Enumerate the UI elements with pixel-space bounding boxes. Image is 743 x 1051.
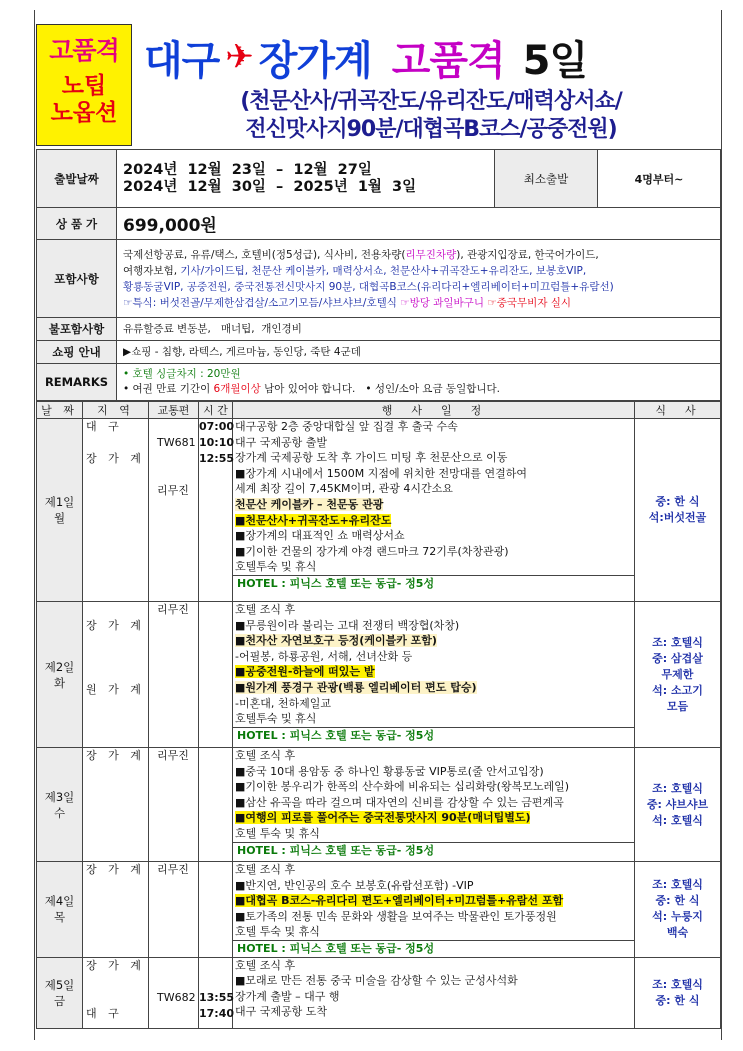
meal-line: 중: 샤브샤브 [646, 797, 709, 811]
region-cell-line [83, 650, 148, 666]
hotel-line: HOTEL : 피닉스 호텔 또는 동급- 정5성 [233, 727, 634, 744]
plan-cell [233, 419, 635, 602]
meal-line: 석:버섯전골 [648, 511, 707, 524]
plan-line: ■기이한 봉우리가 한폭의 산수화에 비유되는 십리화랑(왕복모노레일) [235, 780, 569, 794]
plan-line: ■토가족의 전통 민속 문화와 생활을 보여주는 박물관인 토가풍정원 [235, 909, 557, 923]
region-cell-line [83, 974, 148, 990]
region-cell [83, 748, 149, 862]
region-cell [83, 602, 149, 748]
plan-line: 대구 국제공항 출발 [235, 435, 328, 449]
title-city-from: 대구 [144, 37, 220, 84]
include-l3: 황룡동굴VIP, 공중전원, 중국전통전신맛사지 90분, 대협곡B코스(유리다리+엘리베이터+미끄럼틀+유람선) [123, 280, 614, 293]
meal-line: 모듬 [666, 699, 689, 713]
region-cell-line [83, 990, 148, 1006]
badge-no-option: 노옵션 [50, 100, 118, 126]
col-time: 시 간 [199, 402, 233, 419]
region-cell [83, 419, 149, 602]
region-cell-line: 대 구 [86, 1006, 123, 1020]
remarks-single-charge: • 호텔 싱글차지 : 20만원 [123, 368, 241, 380]
plan-line: 호텔 조식 후 [235, 749, 296, 762]
plan-line: 대구 국제공항 도착 [235, 1005, 328, 1019]
plan-line: ■모래로 만든 전통 중국 미술을 감상할 수 있는 군성사석화 [235, 974, 518, 988]
schedule-row-day-4 [37, 862, 721, 958]
remarks-l2a: • 여권 만료 기간이 [123, 383, 214, 395]
exclude-label: 불포함사항 [37, 318, 117, 341]
day-label-line: 화 [53, 675, 66, 690]
transport-cell-line [149, 419, 198, 435]
region-cell-line [83, 602, 148, 618]
include-l1c: ), 관광지입장료, 한국어가이드, [456, 248, 599, 261]
time-cell-line: 10:10 [199, 436, 235, 449]
include-label: 포함사항 [37, 240, 117, 318]
departure-date-1: 2024년 12월 23일 – 12월 27일 [123, 161, 372, 178]
include-l1a: 국제선항공료, 유류/택스, 호텔비(정5성급), 식사비, 전용차량( [123, 248, 406, 261]
region-cell-line: 원 가 계 [86, 683, 145, 696]
day-label-line: 제1일 [44, 495, 75, 509]
plan-line: 대구공항 2층 중앙대합실 앞 집결 후 출국 수속 [235, 420, 458, 433]
region-cell [83, 957, 149, 1028]
region-cell [83, 862, 149, 958]
meal-cell [635, 862, 721, 958]
region-cell-line: 장 가 계 [86, 749, 145, 762]
min-departure-label: 최소출발 [495, 150, 598, 208]
meal-line: 백숙 [666, 926, 689, 940]
time-cell-line: 07:00 [199, 420, 235, 433]
day-label-line: 금 [53, 993, 66, 1008]
include-value [117, 240, 721, 318]
subtitle [142, 88, 720, 144]
plan-cell [233, 748, 635, 862]
transport-cell-line: TW682 [157, 990, 196, 1004]
badge-no-tip: 노팁 [61, 73, 107, 99]
meal-cell [635, 748, 721, 862]
plan-line: ■삼산 유곡을 따라 걸으며 대자연의 신비를 감상할 수 있는 금편계곡 [235, 795, 564, 809]
day-label-line: 제4일 [44, 894, 75, 909]
meal-cell [635, 419, 721, 602]
meal-line: 조: 호텔식 [652, 977, 703, 991]
meal-line: 석: 소고기 [652, 683, 703, 697]
subtitle-line1: (천문산사/귀곡잔도/유리잔도/매력상서쇼/ [240, 89, 622, 114]
meal-line: 조: 호텔식 [652, 635, 703, 649]
departure-dates [117, 150, 495, 208]
remarks-label: REMARKS [37, 364, 117, 401]
col-region: 지 역 [83, 402, 149, 419]
transport-cell-line: 리무진 [157, 863, 189, 876]
title-days: 5일 [522, 37, 588, 84]
exclude-value: 유류할증료 변동분, 매너팁, 개인경비 [117, 318, 721, 341]
time-cell-line: 17:40 [199, 1006, 235, 1020]
meal-line: 중: 삼겹살 [652, 651, 703, 665]
region-cell-line [83, 666, 148, 682]
plan-line: ■반지연, 반인공의 호수 보봉호(유람선포함) -VIP [235, 878, 474, 892]
meal-line: 중: 한 식 [655, 894, 700, 908]
plan-line: -미혼대, 천하제일교 [235, 696, 331, 710]
include-l4c: ☞중국무비자 실시 [487, 296, 572, 309]
plan-line: ■원가계 풍경구 관광(백룡 엘리베이터 편도 탑승) [235, 680, 477, 694]
remarks-value [117, 364, 721, 401]
plan-line: 호텔투숙 및 휴식 [235, 712, 317, 726]
time-cell-line [199, 974, 232, 990]
transport-cell-line: TW681 [157, 436, 196, 449]
day-label [37, 748, 83, 862]
plan-line: 호텔 투숙 및 휴식 [235, 925, 320, 939]
schedule-header-row [37, 402, 721, 419]
plan-line: 장가계 출발 – 대구 행 [235, 989, 340, 1003]
include-l4b: ☞방당 과일바구니 [400, 296, 484, 309]
day-label-line: 월 [53, 511, 66, 525]
meal-cell [635, 602, 721, 748]
premium-badge [36, 24, 132, 146]
plan-line: 호텔 조식 후 [235, 863, 296, 876]
day-label-line: 제5일 [44, 977, 75, 992]
day-label [37, 957, 83, 1028]
plan-line: ■공중전원-하늘에 떠있는 밭 [235, 665, 375, 679]
plan-line: ■천문산사+귀곡잔도+유리잔도 [235, 513, 392, 527]
day-label-line: 제2일 [44, 659, 75, 674]
transport-cell-line [149, 467, 198, 483]
time-cell [199, 748, 233, 862]
include-l2b: 기사/가이드팁, 천문산 케이블카, 매력상서쇼, 천문산사+귀곡잔도+유리잔도, 보봉호VIP, [180, 264, 587, 277]
col-meal: 식 사 [635, 402, 721, 419]
plan-cell [233, 862, 635, 958]
region-cell-line: 장 가 계 [86, 452, 145, 465]
day-label [37, 602, 83, 748]
day-label-line: 제3일 [44, 789, 75, 804]
transport-cell-line: 리무진 [157, 603, 189, 616]
plan-line: ■중국 10대 용암동 중 하나인 황룡동굴 VIP통로(줄 안서고입장) [235, 764, 544, 778]
meal-line: 조: 호텔식 [652, 781, 703, 795]
schedule-table [36, 401, 721, 1029]
include-l1b: 리무진차량 [405, 248, 457, 261]
badge-premium: 고품격 [49, 36, 119, 65]
plan-line: 천문산 케이블카 – 천문동 관광 [235, 497, 384, 511]
transport-cell [149, 602, 199, 748]
region-cell-line: 장 가 계 [86, 863, 145, 876]
plan-line: 장가계 국제공항 도착 후 가이드 미팅 후 천문산으로 이동 [235, 451, 508, 465]
transport-cell [149, 419, 199, 602]
page-title [144, 24, 720, 90]
price-value: 699,000원 [117, 208, 721, 240]
meal-line: 중: 한 식 [655, 495, 700, 508]
shopping-label: 쇼핑 안내 [37, 341, 117, 364]
transport-cell-line [149, 974, 198, 990]
meal-line: 석: 호텔식 [652, 813, 703, 827]
title-city-to: 장가계 [258, 37, 372, 84]
transport-cell [149, 862, 199, 958]
schedule-row-day-2 [37, 602, 721, 748]
plan-line: ■무릉원이라 불리는 고대 전쟁터 백장협(차창) [235, 618, 460, 632]
departure-date-2: 2024년 12월 30일 – 2025년 1월 3일 [123, 178, 417, 195]
transport-cell-line: 리무진 [157, 484, 189, 497]
plan-line: 호텔 조식 후 [235, 958, 296, 972]
day-label [37, 419, 83, 602]
plan-line: ■장가계의 대표적인 쇼 매력상서쇼 [235, 529, 405, 543]
region-cell-line: 대 구 [86, 420, 123, 433]
meal-cell [635, 957, 721, 1028]
time-cell [199, 957, 233, 1028]
region-cell-line [83, 435, 148, 451]
time-cell [199, 862, 233, 958]
departure-label: 출발날짜 [37, 150, 117, 208]
price-label: 상 품 가 [37, 208, 117, 240]
min-departure-value: 4명부터~ [598, 150, 721, 208]
meal-line: 무제한 [661, 667, 694, 681]
meal-line: 중: 한 식 [655, 993, 700, 1007]
plan-line: ■장가계 시내에서 1500M 지점에 위치한 전망대를 연결하여 [235, 466, 528, 480]
plan-line: 세계 최장 길이 7,45KM이며, 관광 4시간소요 [235, 482, 453, 496]
plan-line: 호텔 투숙 및 휴식 [235, 826, 320, 840]
hotel-line: HOTEL : 피닉스 호텔 또는 동급- 정5성 [233, 940, 634, 957]
region-cell-line: 장 가 계 [86, 958, 145, 972]
time-cell-line [199, 958, 232, 974]
plan-cell [233, 602, 635, 748]
transport-cell [149, 748, 199, 862]
plan-line: 호텔 조식 후 [235, 603, 296, 616]
time-cell-line: 12:55 [199, 452, 235, 465]
day-label-line: 목 [53, 910, 66, 925]
region-cell-line [83, 634, 148, 650]
hotel-line: HOTEL : 피닉스 호텔 또는 동급- 정5성 [233, 842, 634, 859]
plan-line: ■대협곡 B코스-유리다리 편도+엘리베이터+미끄럼틀+유람선 포함 [235, 894, 564, 908]
subtitle-line2: 전신맛사지90분/대협곡B코스/공중전원) [245, 117, 617, 142]
hotel-line: HOTEL : 피닉스 호텔 또는 동급- 정5성 [233, 575, 634, 592]
time-cell [199, 419, 233, 602]
plan-line: ■여행의 피로를 풀어주는 중국전통맛사지 90분(매너팁별도) [235, 811, 531, 825]
include-l2a: 여행자보험, [123, 264, 181, 277]
remarks-l2b: 6개월이상 [213, 383, 261, 395]
schedule-row-day-5 [37, 957, 721, 1028]
remarks-l2c: 남아 있어야 합니다. • 성인/소아 요금 동일합니다. [260, 383, 500, 395]
itinerary-page [36, 24, 720, 1029]
col-transport: 교통편 [149, 402, 199, 419]
transport-cell-line [149, 451, 198, 467]
header [36, 24, 720, 146]
plan-line: ■천자산 자연보호구 등정(케이블카 포함) [235, 634, 437, 648]
plane-icon: ✈ [225, 37, 253, 77]
plan-line: -어필봉, 하룡공원, 서해, 선녀산화 등 [235, 649, 413, 663]
day-label-line: 수 [53, 805, 66, 820]
plan-line: 호텔투숙 및 휴식 [235, 560, 317, 574]
transport-cell-line: 리무진 [157, 749, 189, 762]
region-cell-line: 장 가 계 [86, 619, 145, 632]
col-date: 날 짜 [37, 402, 83, 419]
transport-cell-line [149, 958, 198, 974]
schedule-row-day-1 [37, 419, 721, 602]
shopping-value: ▶쇼핑 - 침향, 라텍스, 게르마늄, 동인당, 죽탄 4군데 [117, 341, 721, 364]
plan-line: ■기이한 건물의 장가계 야경 랜드마크 72기루(차창관광) [235, 544, 509, 558]
time-cell [199, 602, 233, 748]
meal-line: 석: 누룽지 [652, 910, 703, 924]
transport-cell-line [149, 1006, 198, 1022]
meal-line: 조: 호텔식 [652, 878, 703, 892]
schedule-row-day-3 [37, 748, 721, 862]
day-label [37, 862, 83, 958]
plan-cell [233, 957, 635, 1028]
time-cell-line: 13:55 [199, 990, 235, 1004]
info-table [36, 149, 721, 401]
include-l4a: ☞특식: 버섯전골/무제한삼겹살/소고기모듬/샤브샤브/호텔식 [123, 296, 397, 309]
title-premium: 고품격 [391, 37, 505, 84]
transport-cell [149, 957, 199, 1028]
col-plan: 행 사 일 정 [233, 402, 635, 419]
